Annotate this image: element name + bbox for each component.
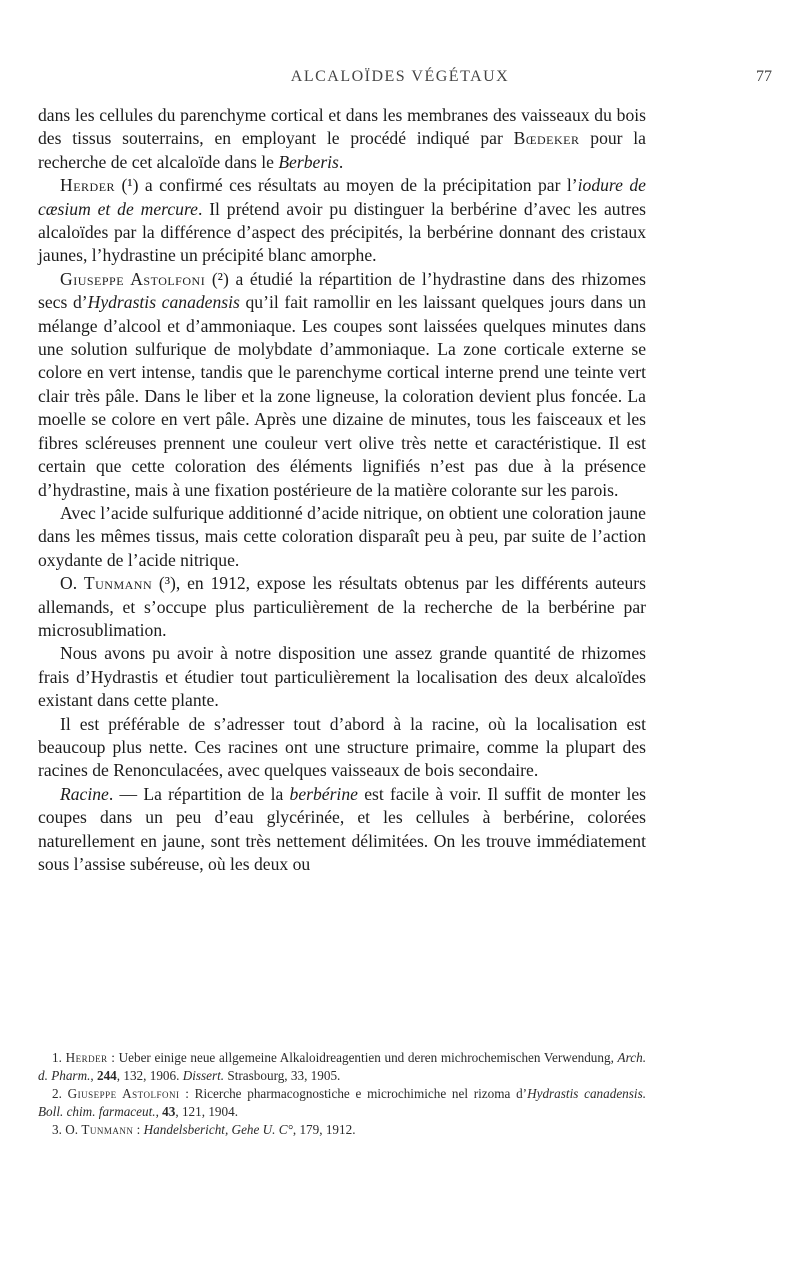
reagent-term: iodure de cæsium et de mercure bbox=[38, 175, 646, 219]
footnote-3-text-a: : bbox=[133, 1122, 144, 1137]
footnote-2-volume: 43 bbox=[162, 1104, 176, 1119]
footnote-3-text-b: , 179, 1912. bbox=[292, 1122, 356, 1137]
paragraph-1-text: dans les cellules du parenchyme cortical et dans les membranes des vaisseaux du bois des tissus souterrains, en employant le procédé indiqué par bbox=[38, 105, 646, 149]
footnote-1 bbox=[38, 1049, 646, 1085]
footnote-3-journal: Handelsbericht, Gehe U. C° bbox=[143, 1122, 293, 1137]
footnote-1-journal: Arch. d. Pharm. bbox=[38, 1050, 646, 1083]
author-herder: Herder bbox=[60, 175, 116, 196]
footnote-1-number: 1. bbox=[52, 1050, 66, 1065]
author-tunmann: Tunmann bbox=[83, 573, 153, 594]
footnote-1-sep: , bbox=[90, 1068, 97, 1083]
footnote-2 bbox=[38, 1085, 646, 1121]
footnotes bbox=[38, 1049, 646, 1139]
paragraph-7: Il est préférable de s’adresser tout d’abord à la racine, où la localisation est beaucoup plus nette. Ces racines ont une structure primaire, comme la plupart des racines de Renonculacées, avec quelques vaisseaux de bois secondaire. bbox=[38, 713, 646, 781]
paragraph-2-text-a: a confirmé ces résultats au moyen de la précipitation par l’ bbox=[138, 175, 578, 196]
paragraph-1-end: . bbox=[338, 151, 344, 172]
racine-heading: Racine bbox=[60, 783, 109, 804]
author-boedeker: Bœdeker bbox=[513, 128, 580, 149]
berberine-term: berbérine bbox=[289, 783, 358, 804]
footnote-1-author: Herder bbox=[65, 1050, 108, 1065]
berberis-term: Berberis bbox=[278, 151, 339, 172]
footnote-3-author: Tunmann bbox=[81, 1122, 134, 1137]
paragraph-1-after: pour la recherche de cet alcaloïde dans le bbox=[38, 128, 646, 172]
paragraph-5-text: , en 1912, expose les résultats obtenus par les différents auteurs allemands, et s’occupe plus particulièrement de la recherche de la berbérine par microsublimation. bbox=[38, 573, 646, 640]
footnote-ref-3: (³) bbox=[152, 573, 176, 594]
paragraph-4: Avec l’acide sulfurique additionné d’acide nitrique, on obtient une coloration jaune dans les mêmes tissus, mais cette coloration disparaît peu à peu, par suite de l’action oxydante de l’acide nitrique. bbox=[38, 502, 646, 570]
species-term: Hydrastis canadensis bbox=[87, 292, 240, 313]
paragraph-8 bbox=[38, 783, 646, 877]
paragraph-3-text-a: a étudié la répartition de l’hydrastine dans des rhizomes secs d’ bbox=[38, 268, 647, 313]
paragraph-5 bbox=[38, 572, 646, 642]
footnote-1-text-b: , 132, 1906. bbox=[116, 1068, 183, 1083]
paragraph-8-text-b: est facile à voir. Il suffit de monter les coupes dans un peu d’eau glycérinée, et les cellules à berbérine, colorées naturellement en jaune, sont très nettement délimitées. On les trouve immédiatement sous l’assise subéreuse, où les deux ou bbox=[38, 783, 646, 874]
body-text bbox=[38, 104, 646, 876]
paragraph-2-text-b: . Il prétend avoir pu distinguer la berbérine d’avec les autres alcaloïdes par la différence d’aspect des précipités, la berbérine donnant des cristaux jaunes, l’hydrastine un précipité blanc amorphe. bbox=[38, 198, 646, 266]
footnote-3 bbox=[38, 1121, 646, 1139]
paragraph-2 bbox=[38, 174, 646, 268]
paragraph-3-text-b: qu’il fait ramollir en les laissant quelques jours dans un mélange d’alcool et d’ammoniaque. Les coupes sont laissées quelques minutes dans une solution sulfurique de molybdate d’ammoniaque. La zone corticale externe se colore en vert intense, tandis que le parenchyme cortical interne prend une teinte vert clair très pâle. Dans le liber et la zone ligneuse, la coloration devient plus foncée. La moelle se colore en vert pâle. Après une dizaine de minutes, tous les faisceaux et les fibres scléreuses prennent une couleur vert olive très nette et caractéristique. Il est certain que cette coloration des éléments lignifiés n’est pas due à la présence d’hydrastine, mais à une fixation postérieure de la matière colorante sur les parois. bbox=[38, 292, 647, 500]
footnote-ref-2: (²) bbox=[205, 268, 229, 289]
paragraph-3 bbox=[38, 268, 646, 502]
footnote-3-number: 3. O. bbox=[52, 1122, 82, 1137]
footnote-2-number: 2. bbox=[52, 1086, 68, 1101]
footnote-2-author: Giuseppe Astolfoni bbox=[67, 1086, 180, 1101]
running-title: ALCALOÏDES VÉGÉTAUX bbox=[290, 68, 510, 85]
paragraph-1 bbox=[38, 104, 646, 174]
paragraph-5-pre: O. bbox=[60, 573, 84, 594]
footnote-1-volume: 244 bbox=[96, 1068, 117, 1083]
running-head bbox=[0, 68, 800, 92]
author-astolfoni: Giuseppe Astolfoni bbox=[60, 268, 206, 289]
footnote-1-dissert: Dissert. bbox=[182, 1068, 225, 1083]
footnote-2-sep: , bbox=[155, 1104, 163, 1119]
footnote-2-journal: Hydrastis canadensis. Boll. chim. farmaceut. bbox=[38, 1086, 646, 1119]
footnote-1-text-a: : Ueber einige neue allgemeine Alkaloidreagentien und deren michrochemischen Verwendung, bbox=[107, 1050, 618, 1065]
paragraph-6: Nous avons pu avoir à notre disposition une assez grande quantité de rhizomes frais d’Hydrastis et étudier tout particulièrement la localisation des deux alcaloïdes existant dans cette plante. bbox=[38, 643, 646, 711]
footnote-ref-1: (¹) bbox=[115, 175, 139, 196]
paragraph-8-text-a: . — La répartition de la bbox=[108, 783, 290, 804]
page-number: 77 bbox=[756, 68, 772, 85]
footnote-2-text-b: , 121, 1904. bbox=[175, 1104, 238, 1119]
footnote-2-text-a: : Ricerche pharmacognostiche e microchimiche nel rizoma d’ bbox=[179, 1086, 528, 1101]
footnote-1-text-c: Strasbourg, 33, 1905. bbox=[224, 1068, 341, 1083]
